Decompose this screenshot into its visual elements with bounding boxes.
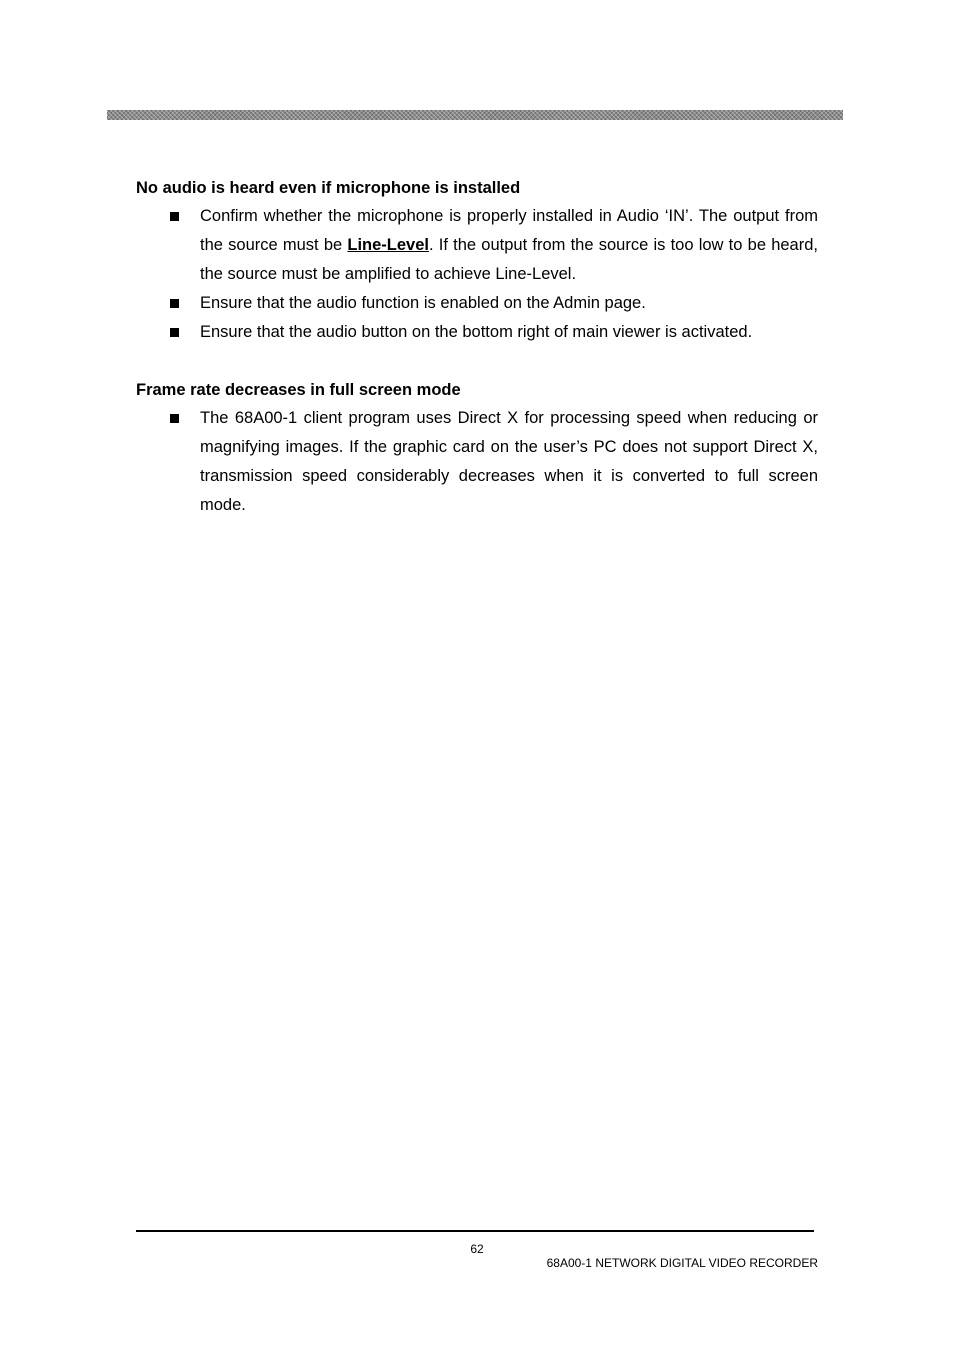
line-level-emphasis: Line-Level — [347, 236, 429, 254]
section-title: No audio is heard even if microphone is installed — [136, 179, 521, 197]
square-bullet-icon — [170, 328, 179, 337]
item-text: Ensure that the audio button on the bottom right of main viewer is activated. — [200, 323, 753, 341]
item-text: . If the output from the source is too low to be heard, the source must be amplified to achieve Line-Level. — [200, 236, 818, 283]
section-title: Frame rate decreases in full screen mode — [136, 381, 461, 399]
list-item — [136, 202, 818, 289]
item-text: Ensure that the audio function is enabled on the Admin page. — [200, 294, 646, 312]
square-bullet-icon — [170, 299, 179, 308]
footer-divider — [136, 1230, 814, 1232]
section-frame-rate — [136, 380, 818, 520]
item-text: The 68A00-1 client program uses Direct X for processing speed when reducing or magnifying images. If the graphic card on the user’s PC does not support Direct X, transmission speed considerably decreases when it is converted to full screen mode. — [200, 409, 818, 514]
list-item — [136, 404, 818, 520]
square-bullet-icon — [170, 414, 179, 423]
list-item — [136, 289, 818, 318]
bullet-list — [136, 404, 818, 520]
page-number: 62 — [470, 1242, 484, 1256]
list-item — [136, 318, 818, 347]
item-text: Confirm whether the microphone is properly installed in Audio ‘IN’. The output from the source must be — [200, 207, 818, 254]
square-bullet-icon — [170, 212, 179, 221]
bullet-list — [136, 202, 818, 347]
section-no-audio — [136, 178, 818, 347]
footer-document-title: 68A00-1 NETWORK DIGITAL VIDEO RECORDER — [546, 1256, 818, 1270]
header-decorative-bar — [107, 110, 843, 120]
